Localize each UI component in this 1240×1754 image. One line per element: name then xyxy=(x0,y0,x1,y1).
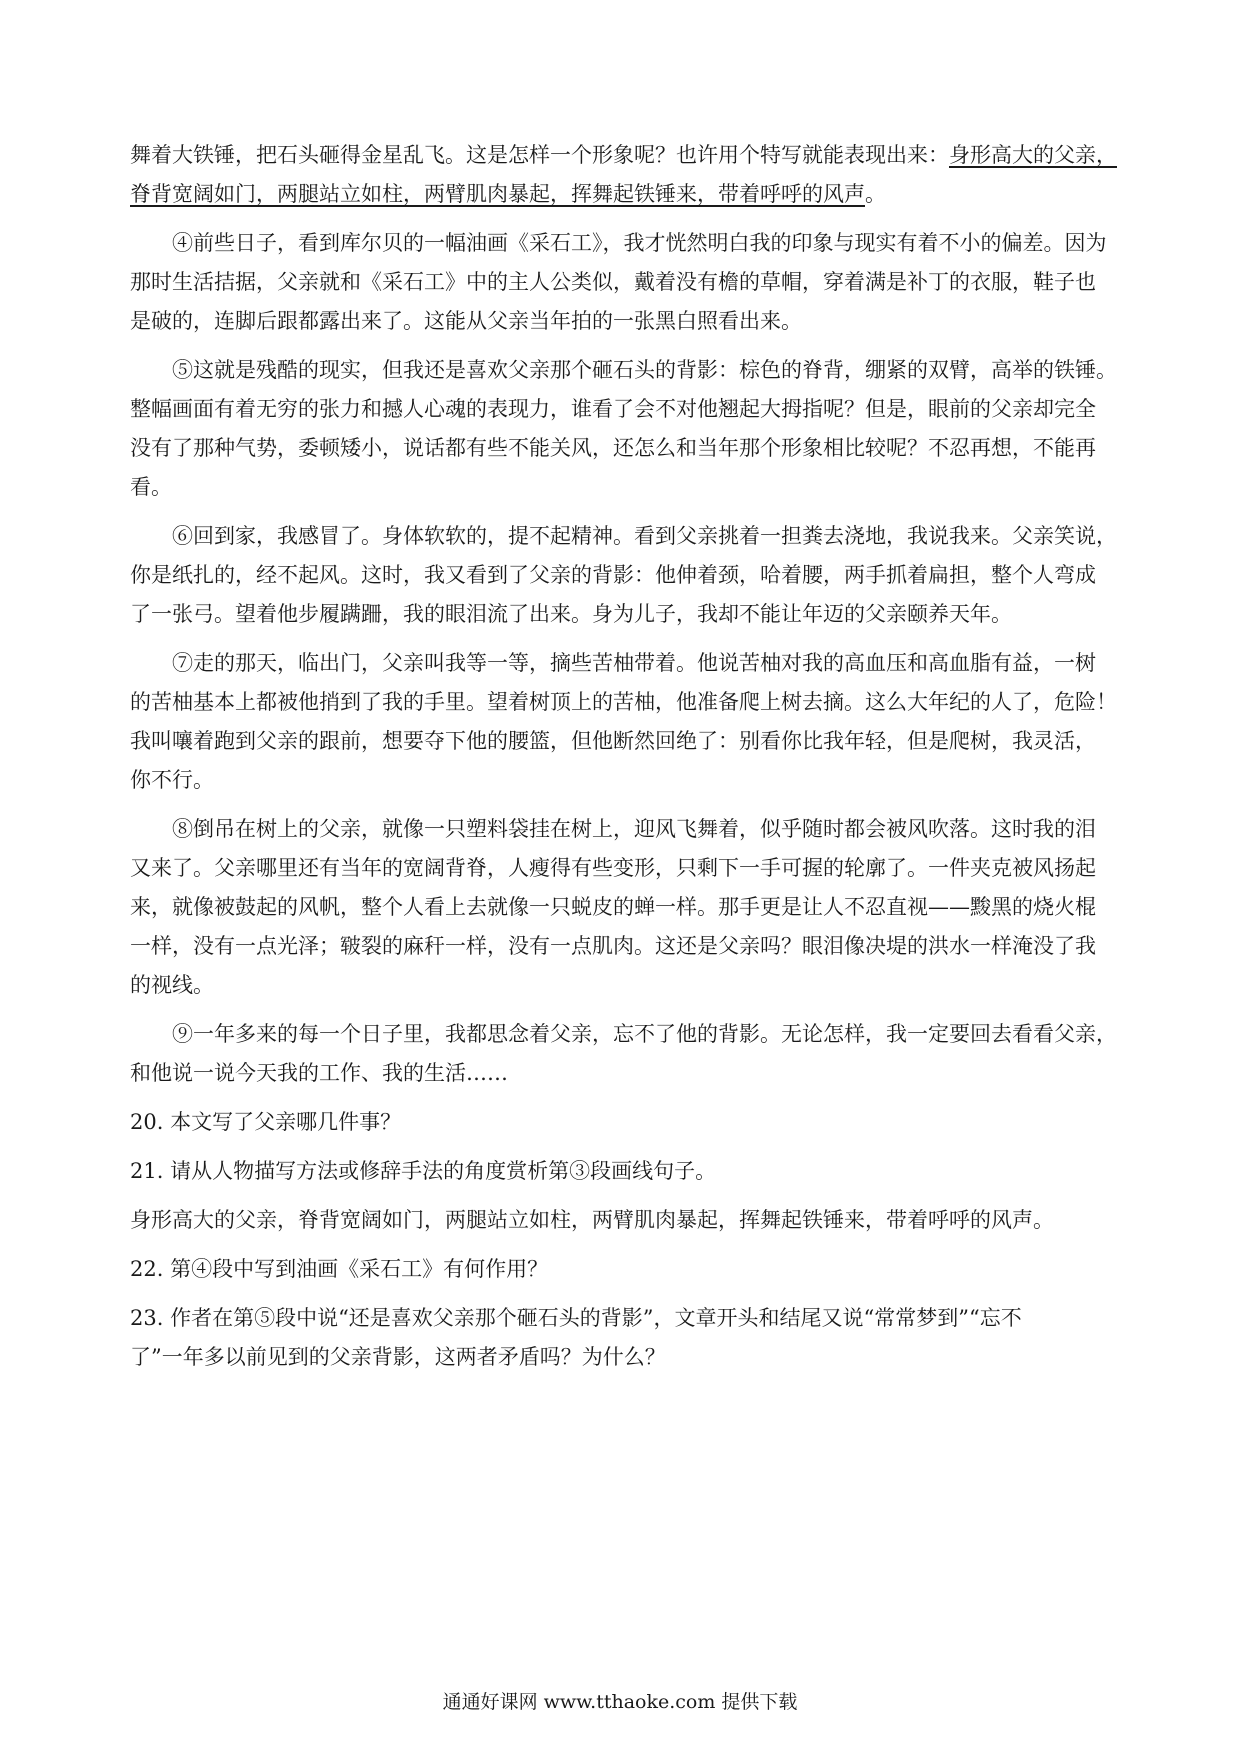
paragraph-6-line-1: ⑥回到家，我感冒了。身体软软的，提不起精神。看到父亲挑着一担粪去浇地，我说我来。父亲笑说， xyxy=(172,524,1117,548)
paragraph-7-line-3: 我叫嚷着跑到父亲的跟前，想要夺下他的腰篮，但他断然回绝了：别看你比我年轻，但是爬树，我灵活， xyxy=(130,729,1096,753)
question-23-line-2: 了”一年多以前见到的父亲背影，这两者矛盾吗？为什么？ xyxy=(130,1345,666,1369)
paragraph-5-line-1: ⑤这就是残酷的现实，但我还是喜欢父亲那个砸石头的背影：棕色的脊背，绷紧的双臂，高举的铁锤。 xyxy=(172,358,1117,382)
paragraph-8-line-1: ⑧倒吊在树上的父亲，就像一只塑料袋挂在树上，迎风飞舞着，似乎随时都会被风吹落。这时我的泪 xyxy=(172,817,1096,841)
question-21: 21. 请从人物描写方法或修辞手法的角度赏析第③段画线句子。 xyxy=(130,1159,717,1183)
paragraph-5-line-3: 没有了那种气势，委顿矮小，说话都有些不能关风，还怎么和当年那个形象相比较呢？不忍再想，不能再 xyxy=(130,436,1096,460)
paragraph-6-line-2: 你是纸扎的，经不起风。这时，我又看到了父亲的背影：他伸着颈，哈着腰，两手抓着扁担，整个人弯成 xyxy=(130,563,1096,587)
underlined-sentence: 身形高大的父亲， xyxy=(949,143,1117,167)
paragraph-9-line-1: ⑨一年多来的每一个日子里，我都思念着父亲，忘不了他的背影。无论怎样，我一定要回去看看父亲， xyxy=(172,1022,1117,1046)
paragraph-3-line-2 xyxy=(130,179,1130,218)
underlined-sentence: 脊背宽阔如门，两腿站立如柱，两臂肌肉暴起，挥舞起铁锤来，带着呼呼的风声 xyxy=(130,182,865,206)
text-span: 舞着大铁锤，把石头砸得金星乱飞。这是怎样一个形象呢？也许用个特写就能表现出来： xyxy=(130,143,949,167)
paragraph-8-line-4: 一样，没有一点光泽；皲裂的麻秆一样，没有一点肌肉。这还是父亲吗？眼泪像决堤的洪水一样淹没了我 xyxy=(130,934,1096,958)
paragraph-8-line-5: 的视线。 xyxy=(130,973,214,997)
document-body xyxy=(130,140,1130,1381)
question-22: 22. 第④段中写到油画《采石工》有何作用？ xyxy=(130,1257,549,1281)
paragraph-4-line-1: ④前些日子，看到库尔贝的一幅油画《采石工》，我才恍然明白我的印象与现实有着不小的偏差。因为 xyxy=(172,231,1107,255)
paragraph-4-line-2: 那时生活拮据，父亲就和《采石工》中的主人公类似，戴着没有檐的草帽，穿着满是补丁的衣服，鞋子也 xyxy=(130,270,1096,294)
paragraph-6-line-3: 了一张弓。望着他步履蹒跚，我的眼泪流了出来。身为儿子，我却不能让年迈的父亲颐养天年。 xyxy=(130,602,1012,626)
paragraph-7-line-4: 你不行。 xyxy=(130,768,214,792)
question-21-quote: 身形高大的父亲，脊背宽阔如门，两腿站立如柱，两臂肌肉暴起，挥舞起铁锤来，带着呼呼的风声。 xyxy=(130,1208,1054,1232)
paragraph-5-line-4: 看。 xyxy=(130,475,172,499)
paragraph-8-line-2: 又来了。父亲哪里还有当年的宽阔背脊，人瘦得有些变形，只剩下一手可握的轮廓了。一件夹克被风扬起 xyxy=(130,856,1096,880)
text-span: 。 xyxy=(865,182,886,206)
paragraph-3-line-1 xyxy=(130,140,1130,179)
paragraph-7-line-1: ⑦走的那天，临出门，父亲叫我等一等，摘些苦柚带着。他说苦柚对我的高血压和高血脂有益，一树 xyxy=(172,651,1096,675)
page-footer: 通通好课网 www.tthaoke.com 提供下载 xyxy=(442,1691,798,1713)
paragraph-7-line-2: 的苦柚基本上都被他捎到了我的手里。望着树顶上的苦柚，他准备爬上树去摘。这么大年纪的人了，危险！ xyxy=(130,690,1117,714)
paragraph-4-line-3: 是破的，连脚后跟都露出来了。这能从父亲当年拍的一张黑白照看出来。 xyxy=(130,309,802,333)
paragraph-8-line-3: 来，就像被鼓起的风帆，整个人看上去就像一只蜕皮的蝉一样。那手更是让人不忍直视——黢黑的烧火棍 xyxy=(130,895,1096,919)
question-23-line-1: 23. 作者在第⑤段中说“还是喜欢父亲那个砸石头的背影”，文章开头和结尾又说“常常梦到”“忘不 xyxy=(130,1306,1022,1330)
paragraph-9-line-2: 和他说一说今天我的工作、我的生活…… xyxy=(130,1061,508,1085)
paragraph-5-line-2: 整幅画面有着无穷的张力和撼人心魂的表现力，谁看了会不对他翘起大拇指呢？但是，眼前的父亲却完全 xyxy=(130,397,1096,421)
question-20: 20. 本文写了父亲哪几件事？ xyxy=(130,1110,402,1134)
